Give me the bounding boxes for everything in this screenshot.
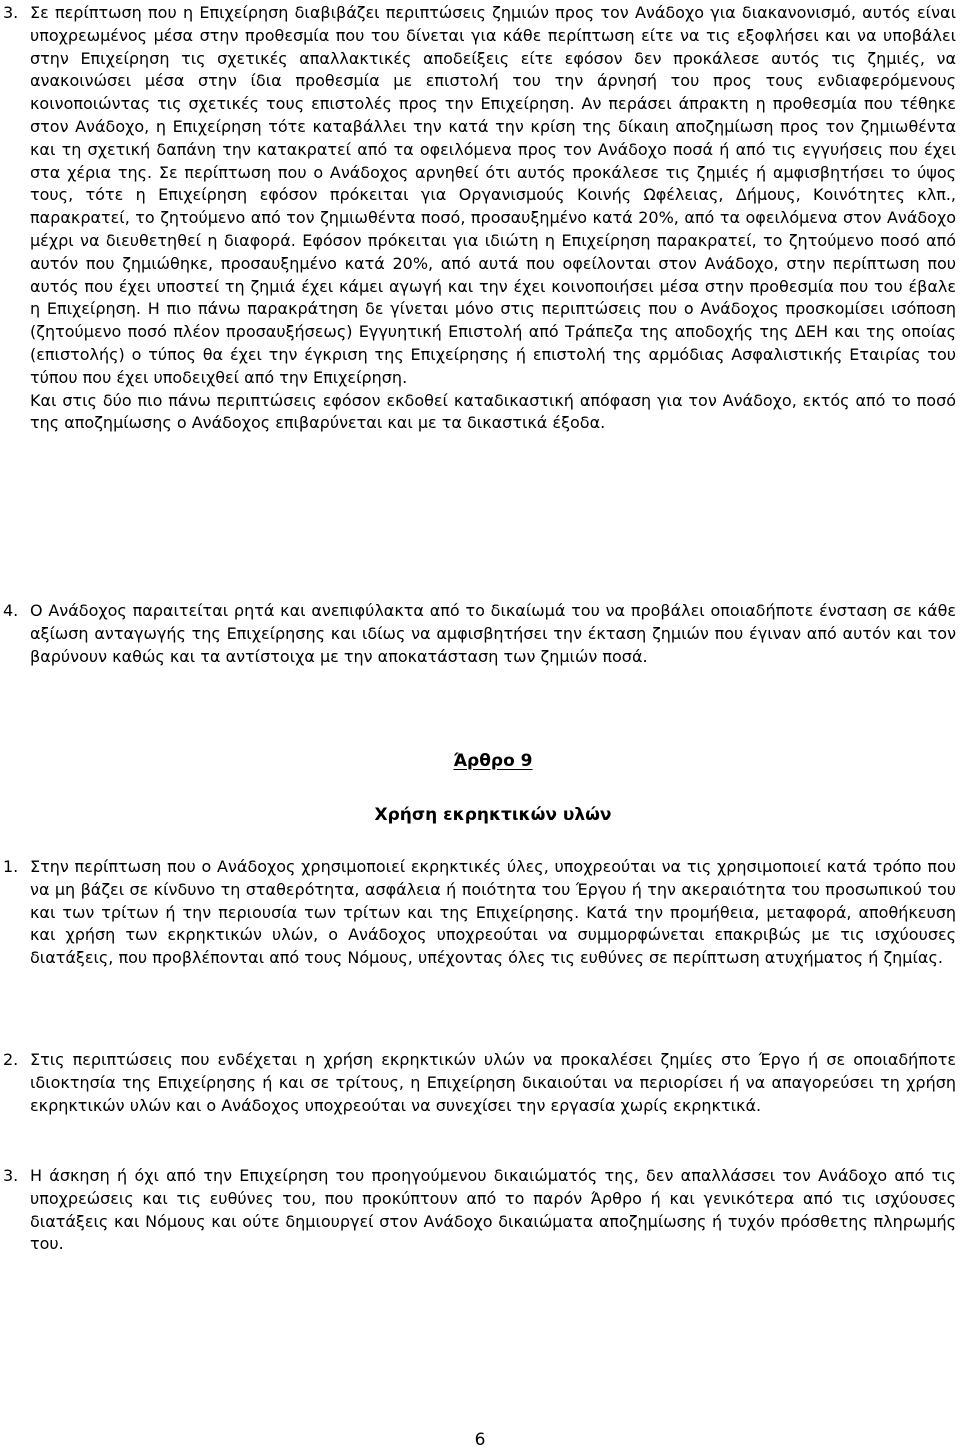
section-3-continuation: Και στις δύο πιο πάνω περιπτώσεις εφόσον εκδοθεί καταδικαστική απόφαση για τον Ανάδοχο, εκτός από το ποσό της αποζημίωσης ο Ανάδοχος επιβαρύνεται και με τα δικαστικά έξοδα. xyxy=(30,390,956,433)
article-item-2-paragraph xyxy=(3,1049,956,1117)
section-3 xyxy=(3,2,956,435)
section-3-paragraph xyxy=(3,2,956,390)
article-title-text: Άρθρο 9 xyxy=(453,751,533,771)
section-4-paragraph xyxy=(3,600,956,668)
article-item-1 xyxy=(3,856,956,970)
article-item-2-number: 2. xyxy=(3,1050,19,1069)
article-item-2-text: Στις περιπτώσεις που ενδέχεται η χρήση εκρηκτικών υλών να προκαλέσει ζημίες στο Έργο ή σε οποιαδήποτε ιδιοκτησία της Επιχείρησης ή και σε τρίτους, η Επιχείρηση δικαιούται να περιορίσει ή να απαγορεύσει τη χρήση εκρηκτικών υλών και ο Ανάδοχος υποχρεούται να συνεχίσει την εργασία χωρίς εκρηκτικά. xyxy=(30,1050,956,1115)
article-item-3 xyxy=(3,1165,956,1256)
article-item-1-text: Στην περίπτωση που ο Ανάδοχος χρησιμοποιεί εκρηκτικές ύλες, υποχρεούται να τις χρησιμοποιεί κατά τρόπο που να μη βάζει σε κίνδυνο τη σταθερότητα, ασφάλεια ή ποιότητα του Έργου ή την ακεραιότητα του προσωπικού του και των τρίτων ή την περιουσία των τρίτων και της Επιχείρησης. Κατά την προμήθεια, μεταφορά, αποθήκευση και χρήση των εκρηκτικών υλών, ο Ανάδοχος υποχρεούται να συμμορφώνεται επακριβώς με τις ισχύουσες διατάξεις, που προβλέπονται από τους Νόμους, υπέχοντας όλες τις ευθύνες σε περίπτωση ατυχήματος ή ζημίας. xyxy=(30,857,956,968)
section-4-number: 4. xyxy=(3,601,19,620)
section-3-text: Σε περίπτωση που η Επιχείρηση διαβιβάζει περιπτώσεις ζημιών προς τον Ανάδοχο για διακανονισμό, αυτός είναι υποχρεωμένος μέσα στην προθεσμία που του δίνεται για κάθε περίπτωση είτε να τις εξοφλήσει και να υποβάλει στην Επιχείρηση τις σχετικές απαλλακτικές αποδείξεις είτε εφόσον δεν προκάλεσε αυτός τις ζημιές, να ανακοινώσει μέσα στην ίδια προθεσμία με επιστολή του την άρνησή του προς τους ενδιαφερόμενους κοινοποιώντας τις σχετικές τους επιστολές προς την Επιχείρηση. Αν περάσει άπρακτη η προθεσμία που τέθηκε στον Ανάδοχο, η Επιχείρηση τότε καταβάλλει την κατά την κρίση της δίκαιη αποζημίωση προς τον ζημιωθέντα και τη σχετική δαπάνη την κατακρατεί από τα οφειλόμενα προς τον Ανάδοχο ποσά ή από τις εγγυήσεις που έχει στα χέρια της. Σε περίπτωση που ο Ανάδοχος αρνηθεί ότι αυτός προκάλεσε τις ζημιές ή αμφισβητήσει το ύψος τους, τότε η Επιχείρηση εφόσον πρόκειται για Οργανισμούς Κοινής Ωφέλειας, Δήμους, Κοινότητες κλπ., παρακρατεί, το ζητούμενο από τον ζημιωθέντα ποσό, προσαυξημένο κατά 20%, από τα οφειλόμενα στον Ανάδοχο μέχρι να διευθετηθεί η διαφορά. Εφόσον πρόκειται για ιδιώτη η Επιχείρηση παρακρατεί, το ζητούμενο ποσό από αυτόν που ζημιώθηκε, προσαυξημένο κατά 20%, από αυτά που οφείλονται στον Ανάδοχο, στην περίπτωση που αυτός που έχει υποστεί τη ζημιά έχει κάμει αγωγή και την έχει κοινοποιήσει μέσα στην προθεσμία που του έβαλε η Επιχείρηση. Η πιο πάνω παρακράτηση δε γίνεται μόνο στις περιπτώσεις που ο Ανάδοχος προσκομίσει ισόποση (ζητούμενο ποσό πλέον προσαυξήσεως) Εγγυητική Επιστολή από Τράπεζα της αποδοχής της ΔΕΗ και της οποίας (επιστολής) ο τύπος θα έχει την έγκριση της Επιχείρησης ή επιστολή της αρμόδιας Ασφαλιστικής Εταιρίας του τύπου που έχει υποδειχθεί από την Επιχείρηση. xyxy=(30,3,956,387)
page-number: 6 xyxy=(474,1430,486,1450)
article-item-3-text: Η άσκηση ή όχι από την Επιχείρηση του προηγούμενου δικαιώματός της, δεν απαλλάσσει τον Ανάδοχο από τις υποχρεώσεις και τις ευθύνες του, που προκύπτουν από το παρόν Άρθρο ή και γενικότερα από τις ισχύουσες διατάξεις και Νόμους και ούτε δημιουργεί στον Ανάδοχο δικαιώματα αποζημίωσης ή τυχόν πρόσθετης πληρωμής του. xyxy=(30,1166,956,1254)
article-title xyxy=(30,751,956,771)
section-4-text: Ο Ανάδοχος παραιτείται ρητά και ανεπιφύλακτα από το δικαίωμά του να προβάλει οποιαδήποτε ένσταση σε κάθε αξίωση ανταγωγής της Επιχείρησης και ιδίως να αμφισβητήσει την έκταση ζημιών που έγιναν από αυτόν και τον βαρύνουν καθώς και τα αντίστοιχα με την αποκατάσταση των ζημιών ποσά. xyxy=(30,601,956,666)
article-item-2 xyxy=(3,1049,956,1117)
article-item-1-paragraph xyxy=(3,856,956,970)
article-item-3-number: 3. xyxy=(3,1166,19,1185)
section-4 xyxy=(3,600,956,668)
article-item-1-number: 1. xyxy=(3,857,19,876)
article-item-3-paragraph xyxy=(3,1165,956,1256)
article-subtitle: Χρήση εκρηκτικών υλών xyxy=(374,805,612,825)
section-3-number: 3. xyxy=(3,3,19,22)
